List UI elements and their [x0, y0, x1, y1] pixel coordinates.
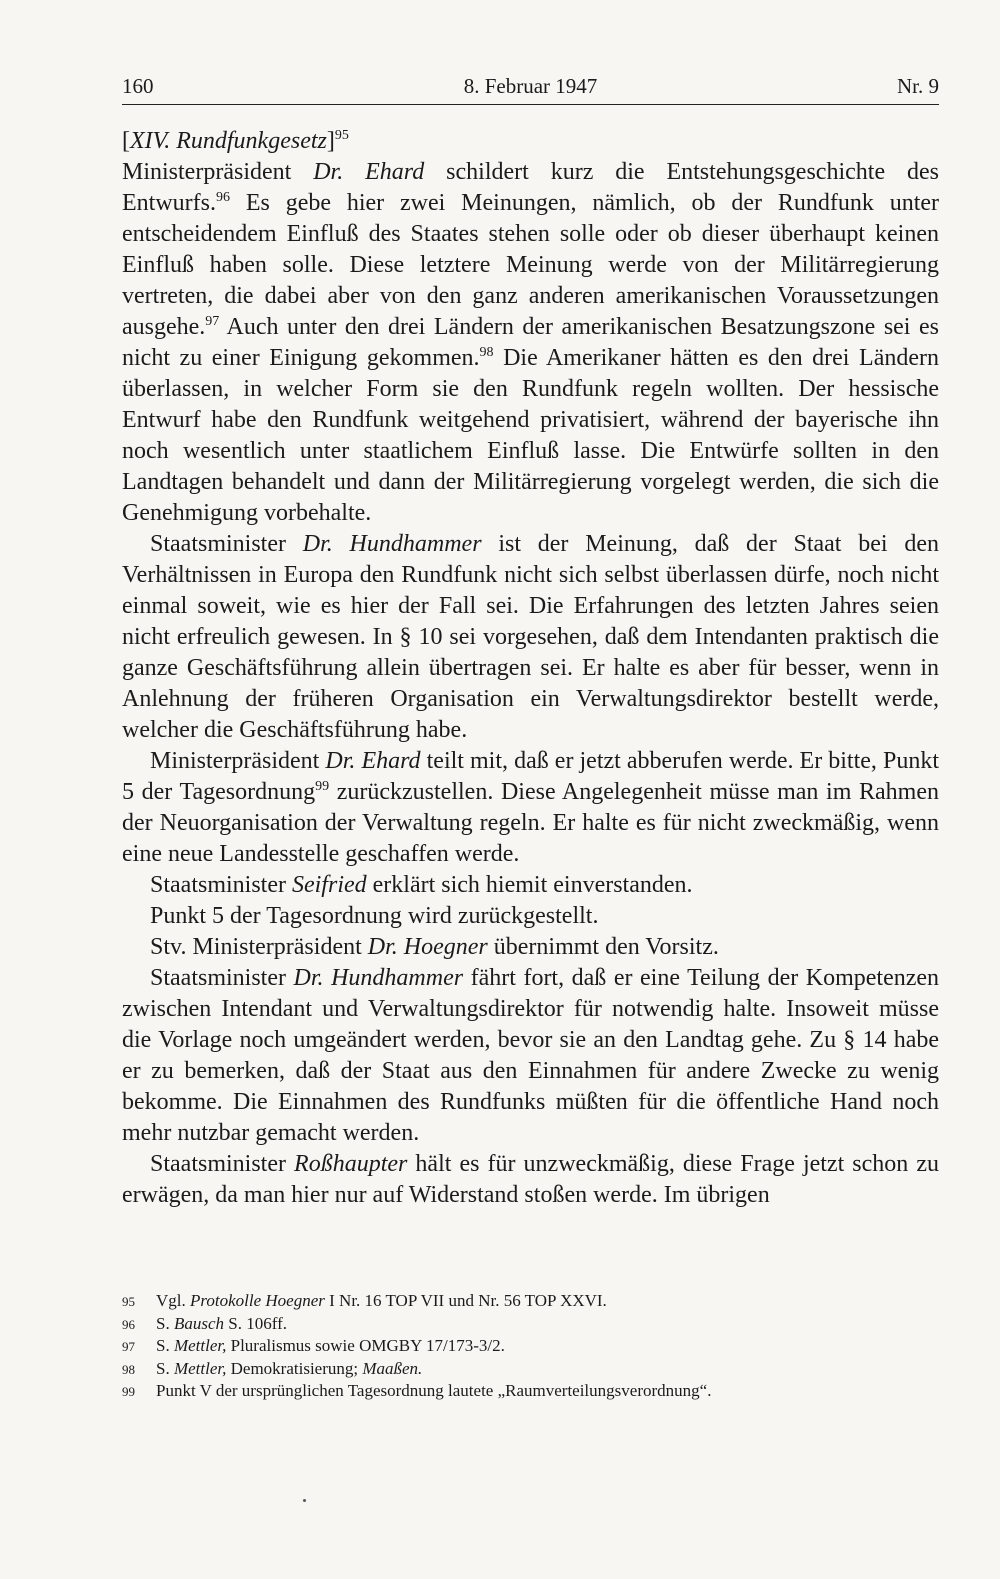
footnote-ref[interactable]: 98 [479, 345, 494, 360]
paragraph-8: Staatsminister Roßhaupter hält es für unzweckmäßig, diese Frage jetzt schon zu erwägen, da man hier nur auf Widerstand stoßen werde. Im übrigen [122, 1151, 940, 1208]
footnote-text: S. Bausch S. 106ff. [156, 1313, 287, 1333]
page-number: 160 [122, 74, 154, 98]
speaker-name: Dr. Ehard [325, 748, 421, 774]
speaker-name: Roßhaupter [294, 1151, 408, 1177]
speaker-name: Dr. Hundhammer [302, 531, 482, 557]
section-heading: [XIV. Rundfunkgesetz]$^{95}$ [122, 128, 349, 154]
main-text [122, 126, 939, 1211]
paragraph-5: Punkt 5 der Tagesordnung wird zurückgestellt. [150, 903, 599, 929]
paragraph-7: Staatsminister Dr. Hundhammer fährt fort, daß er eine Teilung der Kompetenzen zwischen Intendant und Verwaltungsdirektor für notwendig halte. Insoweit müsse die Vorlage noch umgeändert werden, bevor sie an den Landtag gehe. Zu § 14 habe er zu bemerken, daß der Staat aus den Einnahmen für andere Zwecke zu wenig bekomme. Die Einnahmen des Rundfunks müßten für die öffentliche Hand noch mehr nutzbar gemacht werden. [122, 965, 940, 1146]
footnote-number: 98 [122, 1361, 135, 1377]
paragraph-2: Staatsminister Dr. Hundhammer ist der Meinung, daß der Staat bei den Verhältnissen in Europa den Rundfunk nicht sich selbst überlassen dürfe, noch nicht einmal soweit, wie es hier der Fall sei. Die Erfahrungen des letzten Jahres seien nicht erfreulich gewesen. In § 10 sei vorgesehen, daß dem Intendanten praktisch die ganze Geschäftsführung allein übertragen sei. Er halte es aber für besser, wenn in Anlehnung der früheren Organisation ein Verwaltungsdirektor bestellt werde, welcher die Geschäftsführung habe. [122, 531, 939, 743]
footnote-item [122, 1380, 939, 1403]
footnote-text: S. Mettler, Pluralismus sowie OMGBY 17/173-3/2. [156, 1336, 505, 1355]
footnote-text: Punkt V der ursprünglichen Tagesordnung lautete „Raumverteilungsverordnung“. [156, 1381, 712, 1400]
footnote-item [122, 1358, 939, 1381]
footnote-item [122, 1335, 939, 1358]
section-title: XIV. Rundfunkgesetz [130, 128, 327, 154]
footnote-ref[interactable]: 97 [205, 314, 220, 329]
paragraph-4: Staatsminister Seifried erklärt sich hiemit einverstanden. [150, 872, 693, 898]
running-header [122, 70, 939, 105]
stray-dot [303, 1499, 306, 1502]
paragraph-6: Stv. Ministerpräsident Dr. Hoegner übernimmt den Vorsitz. [150, 934, 719, 960]
paragraph-3: Ministerpräsident Dr. Ehard teilt mit, daß er jetzt abberufen werde. Er bitte, Punkt 5 der Tagesordnung$^{99}$ zurückzustellen. Diese Angelegenheit müsse man im Rahmen der Neuorganisation der Verwaltung regeln. Er halte es für nicht zweckmäßig, wenn eine neue Landesstelle geschaffen werde. [122, 748, 940, 867]
footnote-number: 95 [122, 1294, 135, 1309]
footnote-text: S. Mettler, Demokratisierung; Maaßen. [156, 1358, 423, 1378]
speaker-name: Dr. Hoegner [367, 934, 488, 960]
footnote-number: 99 [122, 1384, 135, 1399]
document-number: Nr. 9 [897, 74, 939, 98]
footnote-item [122, 1313, 939, 1336]
footnote-item [122, 1290, 939, 1313]
speaker-name: Dr. Ehard [313, 159, 425, 185]
speaker-name: Seifried [291, 872, 367, 898]
footnote-ref[interactable]: 95 [334, 128, 349, 143]
speaker-name: Dr. Hundhammer [293, 965, 464, 991]
footnote-ref[interactable]: 99 [315, 779, 330, 794]
header-date: 8. Februar 1947 [463, 74, 598, 98]
footnote-number: 97 [122, 1339, 135, 1354]
footnote-text: Vgl. Protokolle Hoegner I Nr. 16 TOP VII und Nr. 56 TOP XXVI. [156, 1291, 607, 1310]
footnotes [122, 1290, 939, 1403]
paragraph-1: Ministerpräsident Dr. Ehard schildert kurz die Entstehungsgeschichte des Entwurfs.$^{96}$ Es gebe hier zwei Meinungen, nämlich, ob der Rundfunk unter entscheidendem Einfluß des Staates stehen solle oder ob dieser überhaupt keinen Einfluß haben solle. Diese letztere Meinung werde von der Militärregierung vertreten, die dabei aber von den ganz anderen amerikanischen Voraussetzungen ausgehe.$^{97}$ Auch unter den drei Ländern der amerikanischen Besatzungszone sei es nicht zu einer Einigung gekommen.$^{98}$ Die Amerikaner hätten es den drei Ländern überlassen, in welcher Form sie den Rundfunk regeln wollten. Der hessische Entwurf habe den Rundfunk weitgehend privatisiert, während der bayerische ihn noch wesentlich unter staatlichem Einfluß lasse. Die Entwürfe sollten in den Landtagen behandelt und dann der Militärregierung vorgelegt werden, die sich die Genehmigung vorbehalte. [122, 159, 939, 526]
footnote-number: 96 [122, 1316, 135, 1332]
footnote-ref[interactable]: 96 [215, 190, 230, 205]
